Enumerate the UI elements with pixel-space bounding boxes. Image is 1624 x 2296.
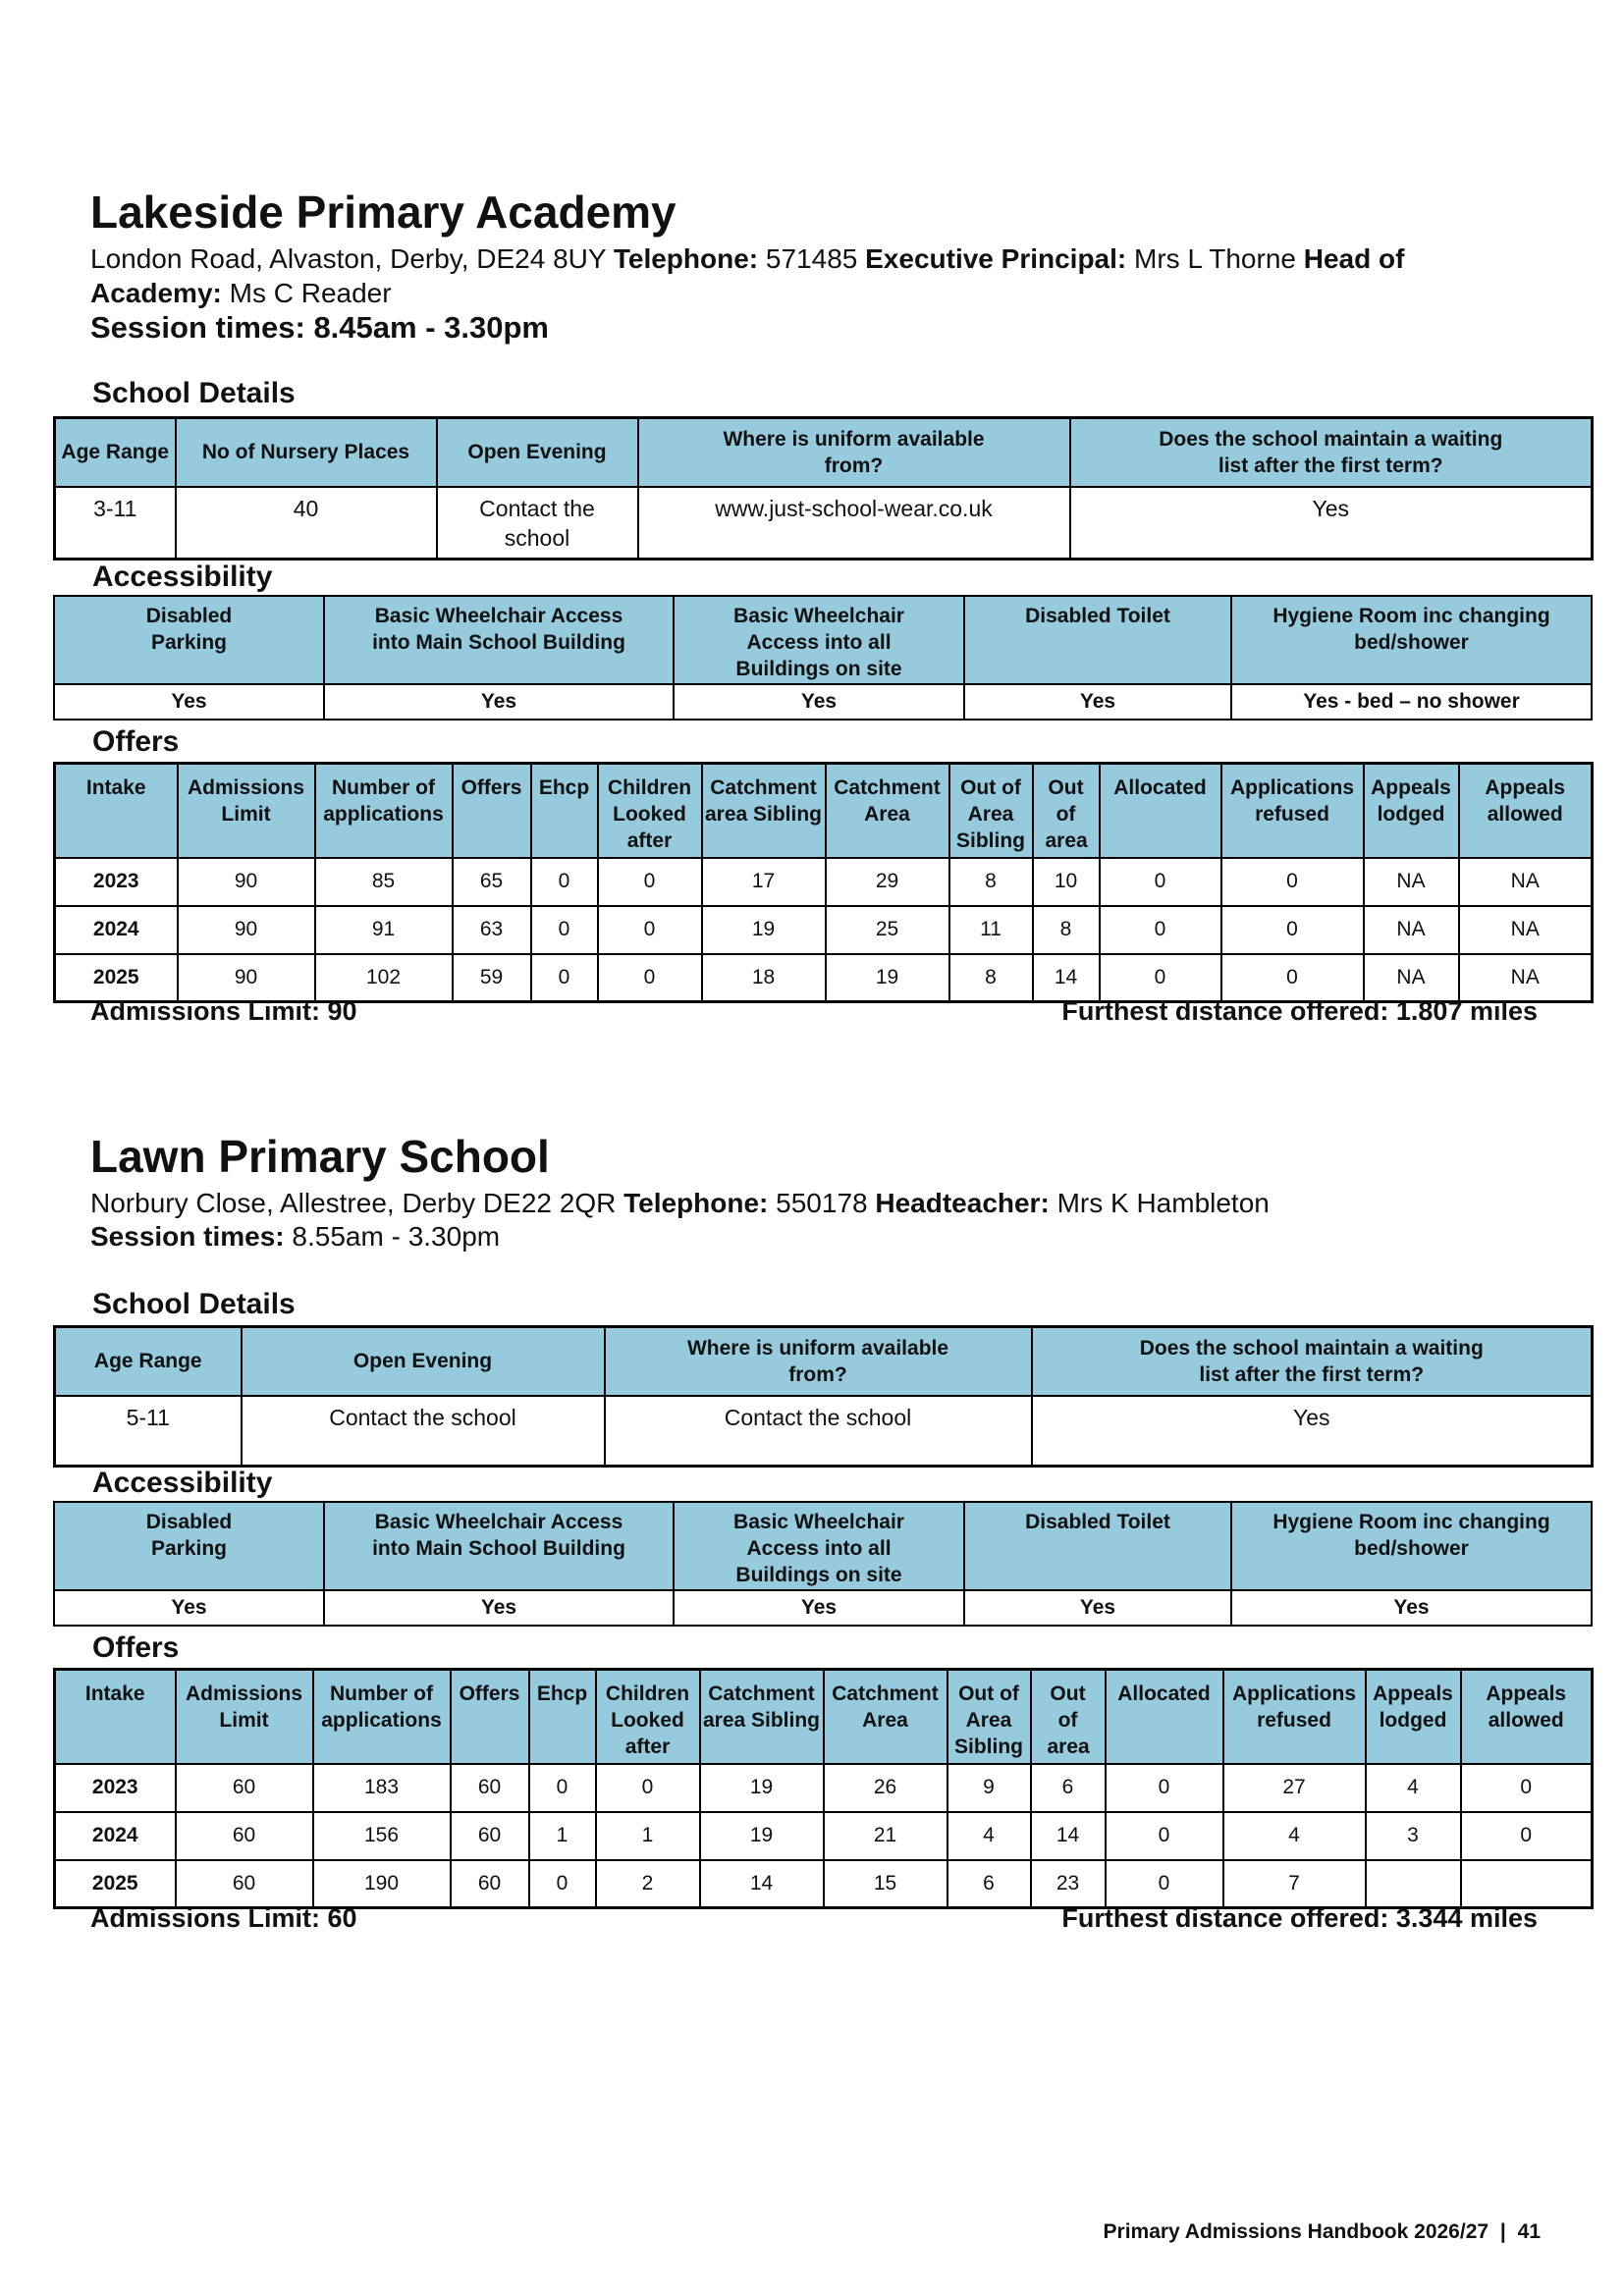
telephone-value: 571485: [765, 243, 858, 274]
header-cell: Allocated: [1106, 1670, 1223, 1764]
session-label: Session times:: [90, 310, 305, 345]
furthest-distance: Furthest distance offered: 3.344 miles: [1061, 1903, 1538, 1933]
table-cell: 18: [702, 954, 826, 1002]
value-cell: Yes: [1032, 1396, 1593, 1467]
header-cell: Disabled Toilet: [964, 596, 1231, 684]
header-cell: Children Looked after: [596, 1670, 700, 1764]
table-cell: 0: [1221, 954, 1364, 1002]
value-cell: Yes: [324, 1590, 674, 1626]
header-cell: Admissions Limit: [178, 764, 315, 858]
table-cell: 27: [1223, 1764, 1366, 1812]
header-cell: Ehcp: [531, 764, 598, 858]
table-cell: 0: [529, 1764, 596, 1812]
table-cell: 0: [1100, 954, 1221, 1002]
value-cell: Yes: [674, 684, 964, 720]
head-label: Head of Academy:: [90, 243, 1405, 308]
school-details-heading: School Details: [92, 377, 296, 409]
value-cell: Yes: [674, 1590, 964, 1626]
table-cell: 0: [1106, 1812, 1223, 1860]
table-cell: 63: [453, 906, 531, 954]
table-cell: 60: [451, 1764, 529, 1812]
table-cell: NA: [1364, 906, 1459, 954]
header-cell: Out of Area Sibling: [949, 764, 1033, 858]
header-cell: Offers: [451, 1670, 529, 1764]
value-cell: Contact the school: [242, 1396, 605, 1467]
table-cell: 25: [826, 906, 949, 954]
table-cell: 90: [178, 954, 315, 1002]
header-cell: Does the school maintain a waiting list after the first term?: [1032, 1327, 1593, 1396]
principal-label: Executive Principal:: [865, 243, 1127, 274]
table-cell: 90: [178, 906, 315, 954]
header-cell: Basic Wheelchair Access into Main School Building: [324, 1502, 674, 1590]
session-label: Session times:: [90, 1221, 285, 1252]
header-cell: Open Evening: [437, 418, 638, 487]
school-address: Norbury Close, Allestree, Derby DE22 2QR: [90, 1188, 617, 1218]
table-cell: NA: [1459, 954, 1593, 1002]
header-cell: Allocated: [1100, 764, 1221, 858]
value-cell: Yes: [54, 684, 324, 720]
table-cell: 0: [1461, 1764, 1593, 1812]
table-cell: 8: [949, 954, 1033, 1002]
header-cell: Disabled Parking: [54, 596, 324, 684]
value-cell: 5-11: [55, 1396, 242, 1467]
table-cell: 91: [315, 906, 453, 954]
admissions-limit: Admissions Limit: 60: [90, 1903, 357, 1933]
session-value: 8.45am - 3.30pm: [313, 310, 549, 345]
table-cell: 65: [453, 858, 531, 906]
table-cell: 59: [453, 954, 531, 1002]
session-value: 8.55am - 3.30pm: [292, 1221, 501, 1252]
accessibility-table: [53, 1501, 1593, 1627]
header-cell: Catchment Area: [826, 764, 949, 858]
table-cell: 29: [826, 858, 949, 906]
table-cell: 14: [700, 1860, 824, 1908]
header-cell: Appeals lodged: [1364, 764, 1459, 858]
table-cell: NA: [1364, 858, 1459, 906]
table-cell: 17: [702, 858, 826, 906]
table-cell: 0: [1221, 906, 1364, 954]
telephone-value: 550178: [776, 1188, 868, 1218]
telephone-label: Telephone:: [613, 243, 759, 274]
school-name: Lakeside Primary Academy: [90, 187, 677, 238]
table-cell: 4: [1366, 1764, 1461, 1812]
table-cell: 4: [1223, 1812, 1366, 1860]
furthest-distance: Furthest distance offered: 1.807 miles: [1061, 996, 1538, 1026]
school-contact-info: [90, 1186, 1485, 1220]
table-cell: 0: [1100, 906, 1221, 954]
header-cell: Open Evening: [242, 1327, 605, 1396]
table-cell: 11: [949, 906, 1033, 954]
school-details-table: [53, 1325, 1594, 1468]
offers-heading: Offers: [92, 1631, 180, 1664]
table-cell: 60: [451, 1812, 529, 1860]
header-cell: Appeals lodged: [1366, 1670, 1461, 1764]
table-cell: 1: [596, 1812, 700, 1860]
header-cell: Children Looked after: [598, 764, 702, 858]
table-cell: 19: [700, 1812, 824, 1860]
page-footer: [1104, 2220, 1541, 2244]
table-cell: 0: [529, 1860, 596, 1908]
header-cell: Catchment area Sibling: [700, 1670, 824, 1764]
table-cell: 0: [531, 954, 598, 1002]
table-cell: 4: [947, 1812, 1031, 1860]
table-cell: 15: [824, 1860, 947, 1908]
header-cell: Basic Wheelchair Access into all Buildings on site: [674, 1502, 964, 1590]
header-cell: Number of applications: [315, 764, 453, 858]
table-row: [55, 1764, 1593, 1812]
school-details-heading: School Details: [92, 1288, 296, 1320]
header-cell: Appeals allowed: [1459, 764, 1593, 858]
header-cell: Appeals allowed: [1461, 1670, 1593, 1764]
header-cell: Admissions Limit: [176, 1670, 313, 1764]
table-cell: 8: [1033, 906, 1100, 954]
table-cell: 60: [176, 1764, 313, 1812]
table-cell: 26: [824, 1764, 947, 1812]
header-cell: Offers: [453, 764, 531, 858]
header-cell: Disabled Parking: [54, 1502, 324, 1590]
table-cell: 156: [313, 1812, 451, 1860]
table-cell: 60: [451, 1860, 529, 1908]
value-cell: Yes: [1231, 1590, 1592, 1626]
header-cell: Out of area: [1033, 764, 1100, 858]
table-cell: 0: [1461, 1812, 1593, 1860]
table-cell: 0: [598, 954, 702, 1002]
header-cell: Intake: [55, 1670, 176, 1764]
offers-table: [53, 1668, 1594, 1909]
accessibility-heading: Accessibility: [92, 1467, 273, 1499]
header-cell: Out of area: [1031, 1670, 1106, 1764]
header-cell: Catchment area Sibling: [702, 764, 826, 858]
table-cell: 6: [1031, 1764, 1106, 1812]
table-cell: 0: [598, 906, 702, 954]
value-cell: Yes: [964, 1590, 1231, 1626]
value-cell: Yes: [324, 684, 674, 720]
value-cell: Yes: [964, 684, 1231, 720]
table-cell: 90: [178, 858, 315, 906]
value-cell: Yes: [54, 1590, 324, 1626]
table-cell: 14: [1031, 1812, 1106, 1860]
head-value: Ms C Reader: [229, 278, 392, 308]
table-cell: 7: [1223, 1860, 1366, 1908]
header-cell: Basic Wheelchair Access into all Buildings on site: [674, 596, 964, 684]
value-cell: 40: [176, 487, 437, 560]
table-cell: 2025: [55, 954, 178, 1002]
table-cell: 3: [1366, 1812, 1461, 1860]
table-row: [55, 1860, 1593, 1908]
session-times: [90, 1219, 500, 1255]
table-cell: 0: [1106, 1860, 1223, 1908]
header-cell: Number of applications: [313, 1670, 451, 1764]
table-cell: 14: [1033, 954, 1100, 1002]
header-cell: Catchment Area: [824, 1670, 947, 1764]
table-cell: 0: [596, 1764, 700, 1812]
table-cell: 60: [176, 1812, 313, 1860]
table-cell: 60: [176, 1860, 313, 1908]
header-cell: Where is uniform available from?: [605, 1327, 1032, 1396]
table-cell: 0: [531, 906, 598, 954]
school-contact-info: [90, 241, 1485, 310]
header-cell: Disabled Toilet: [964, 1502, 1231, 1590]
table-cell: [1461, 1860, 1593, 1908]
head-value: Mrs K Hambleton: [1056, 1188, 1270, 1218]
header-cell: Does the school maintain a waiting list after the first term?: [1070, 418, 1593, 487]
table-cell: 2023: [55, 1764, 176, 1812]
table-cell: 8: [949, 858, 1033, 906]
telephone-label: Telephone:: [623, 1188, 769, 1218]
header-cell: Ehcp: [529, 1670, 596, 1764]
table-cell: NA: [1364, 954, 1459, 1002]
table-cell: 2023: [55, 858, 178, 906]
table-cell: 0: [531, 858, 598, 906]
table-row: [55, 858, 1593, 906]
header-cell: Applications refused: [1221, 764, 1364, 858]
table-cell: 85: [315, 858, 453, 906]
table-cell: 10: [1033, 858, 1100, 906]
table-cell: 19: [702, 906, 826, 954]
value-cell: Yes - bed – no shower: [1231, 684, 1592, 720]
table-row: [55, 1812, 1593, 1860]
table-row: [55, 906, 1593, 954]
table-cell: 0: [1221, 858, 1364, 906]
header-cell: Applications refused: [1223, 1670, 1366, 1764]
table-cell: 0: [1100, 858, 1221, 906]
table-cell: 183: [313, 1764, 451, 1812]
table-cell: 2024: [55, 906, 178, 954]
value-cell: 3-11: [55, 487, 176, 560]
value-cell: Contact the school: [605, 1396, 1032, 1467]
header-cell: Hygiene Room inc changing bed/shower: [1231, 1502, 1592, 1590]
header-cell: Out of Area Sibling: [947, 1670, 1031, 1764]
accessibility-table: [53, 595, 1593, 721]
table-cell: 190: [313, 1860, 451, 1908]
table-cell: 2024: [55, 1812, 176, 1860]
header-cell: Where is uniform available from?: [638, 418, 1070, 487]
value-cell: Contact the school: [437, 487, 638, 560]
header-cell: Age Range: [55, 1327, 242, 1396]
table-cell: 9: [947, 1764, 1031, 1812]
table-cell: 0: [1106, 1764, 1223, 1812]
school-address: London Road, Alvaston, Derby, DE24 8UY: [90, 243, 607, 274]
value-cell: www.just-school-wear.co.uk: [638, 487, 1070, 560]
table-cell: 102: [315, 954, 453, 1002]
offers-heading: Offers: [92, 725, 180, 758]
principal-value: Mrs L Thorne: [1134, 243, 1296, 274]
header-cell: Basic Wheelchair Access into Main School Building: [324, 596, 674, 684]
handbook-title: Primary Admissions Handbook 2026/27: [1103, 2220, 1489, 2243]
table-cell: NA: [1459, 906, 1593, 954]
table-cell: 0: [598, 858, 702, 906]
table-cell: 2025: [55, 1860, 176, 1908]
school-details-table: [53, 416, 1594, 561]
session-times: [90, 310, 549, 346]
table-cell: 21: [824, 1812, 947, 1860]
accessibility-heading: Accessibility: [92, 561, 273, 593]
header-cell: Hygiene Room inc changing bed/shower: [1231, 596, 1592, 684]
head-label: Headteacher:: [875, 1188, 1050, 1218]
admissions-limit: Admissions Limit: 90: [90, 996, 357, 1026]
table-cell: 19: [826, 954, 949, 1002]
offers-table: [53, 762, 1594, 1003]
value-cell: Yes: [1070, 487, 1593, 560]
table-cell: 6: [947, 1860, 1031, 1908]
page-number: 41: [1517, 2220, 1541, 2243]
footer-separator: |: [1499, 2220, 1506, 2243]
table-cell: 19: [700, 1764, 824, 1812]
header-cell: No of Nursery Places: [176, 418, 437, 487]
table-cell: 2: [596, 1860, 700, 1908]
school-name: Lawn Primary School: [90, 1131, 550, 1182]
table-cell: 23: [1031, 1860, 1106, 1908]
header-cell: Intake: [55, 764, 178, 858]
table-cell: NA: [1459, 858, 1593, 906]
header-cell: Age Range: [55, 418, 176, 487]
table-cell: [1366, 1860, 1461, 1908]
table-cell: 1: [529, 1812, 596, 1860]
